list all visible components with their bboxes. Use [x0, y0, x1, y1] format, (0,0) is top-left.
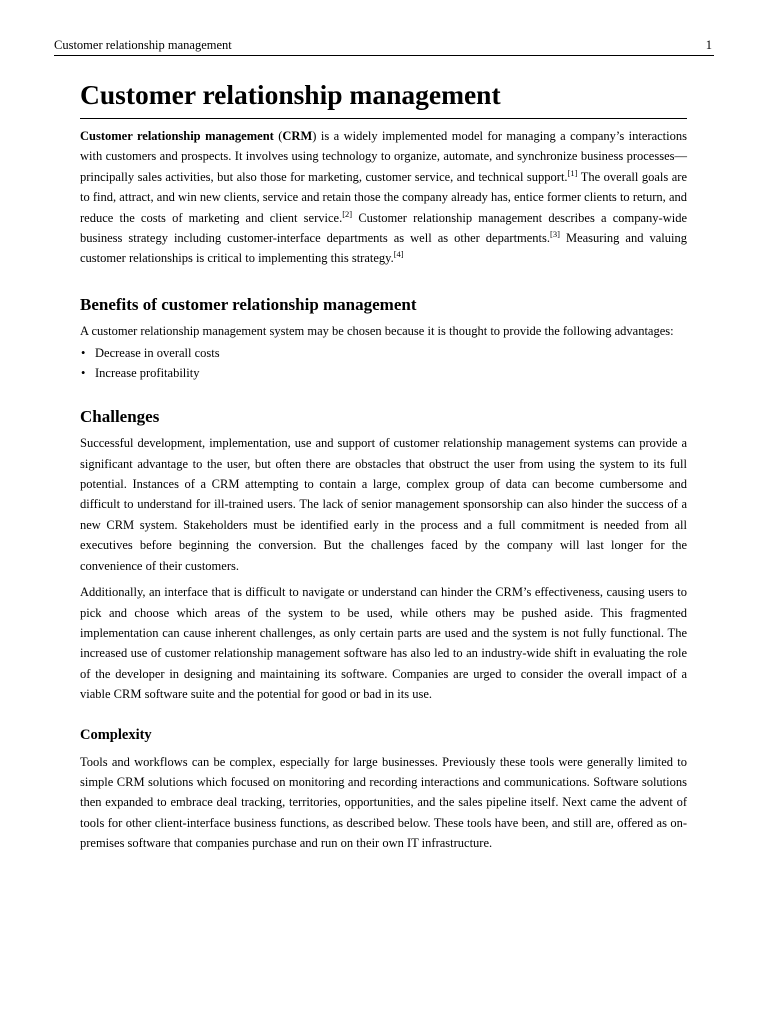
- benefits-heading: Benefits of customer relationship management: [80, 294, 417, 314]
- intro-text-3: Customer relationship management describes a company-wide business strategy including customer-interface departments as well as other departments.: [80, 210, 687, 246]
- challenges-paragraph-1: Successful development, implementation, use and support of customer relationship management systems can provide a significant advantage to the user, but often there are obstacles that obstruct the user from using the system to its full potential. Instances of a CRM attempting to contain a large, complex group of data can become cumbersome and difficult to understand for ill-trained users. The lack of senior management sponsorship can also hinder the success of a new CRM system. Stakeholders must be identified early in the process and a full commitment is needed from all executives before beginning the conversion. But the challenges faced by the company will last longer for the convenience of their customers.: [80, 436, 687, 573]
- citation-link-4[interactable]: [4]: [393, 249, 404, 260]
- challenges-paragraph-2: Additionally, an interface that is difficult to navigate or understand can hinder the CRM’s effectiveness, causing users to pick and choose which areas of the system to be used, while others may be pushed aside. This fragmented implementation can cause inherent challenges, as only certain parts are used and the system is not fully functional. The increased use of customer relationship management software has also led to an industry-wide shift in evaluating the role of the developer in designing and maintaining its software. Companies are urged to consider the overall impact of a viable CRM software suite and the potential for good or bad in its use.: [80, 585, 687, 702]
- list-item: • Decrease in overall costs: [80, 344, 687, 364]
- benefits-paragraph: A customer relationship management system may be chosen because it is thought to provide the following advantages:: [80, 323, 674, 338]
- challenges-heading: Challenges: [80, 407, 160, 427]
- running-header-title: Customer relationship management: [54, 38, 232, 52]
- running-header: [54, 38, 714, 56]
- intro-text-2: The overall goals are to find, attract, and win new clients, service and retain those the company already has, entice former clients to return, and reduce the costs of marketing and client service.: [80, 169, 687, 225]
- intro-abbr-open: (: [273, 129, 283, 143]
- article-body: [80, 78, 687, 854]
- list-item: • Increase profitability: [80, 364, 687, 384]
- intro-term: Customer relationship management: [80, 129, 274, 143]
- benefits-list: [80, 344, 687, 383]
- complexity-heading: Complexity: [80, 726, 152, 743]
- intro-paragraph: [80, 126, 687, 269]
- citation-link-3[interactable]: [3]: [550, 229, 560, 240]
- intro-text-1: is a widely implemented model for managing a company’s interactions with customers and prospects. It involves using technology to organize, automate, and synchronize business processes—principally sales activities, but also those for marketing, customer service, and technical support.: [80, 129, 687, 184]
- citation-link-2[interactable]: [2]: [342, 208, 353, 219]
- intro-abbr: CRM: [282, 129, 313, 143]
- page-number: 1: [705, 38, 712, 52]
- intro-abbr-close: ): [312, 129, 321, 143]
- citation-link-1[interactable]: [1]: [567, 167, 578, 178]
- article-title: Customer relationship management: [80, 78, 687, 119]
- intro-text-4: Measuring and valuing customer relationships is critical to implementing this strategy.: [80, 231, 687, 266]
- complexity-paragraph: Tools and workflows can be complex, especially for large businesses. Previously these tools were generally limited to simple CRM solutions which focused on monitoring and recording interactions and communications. Software solutions then expanded to embrace deal tracking, territories, opportunities, and the sales pipeline itself. Next came the advent of tools for other client-interface business functions, as described below. These tools have been, and still are, offered as on-premises software that companies purchase and run on their own IT infrastructure.: [80, 754, 687, 851]
